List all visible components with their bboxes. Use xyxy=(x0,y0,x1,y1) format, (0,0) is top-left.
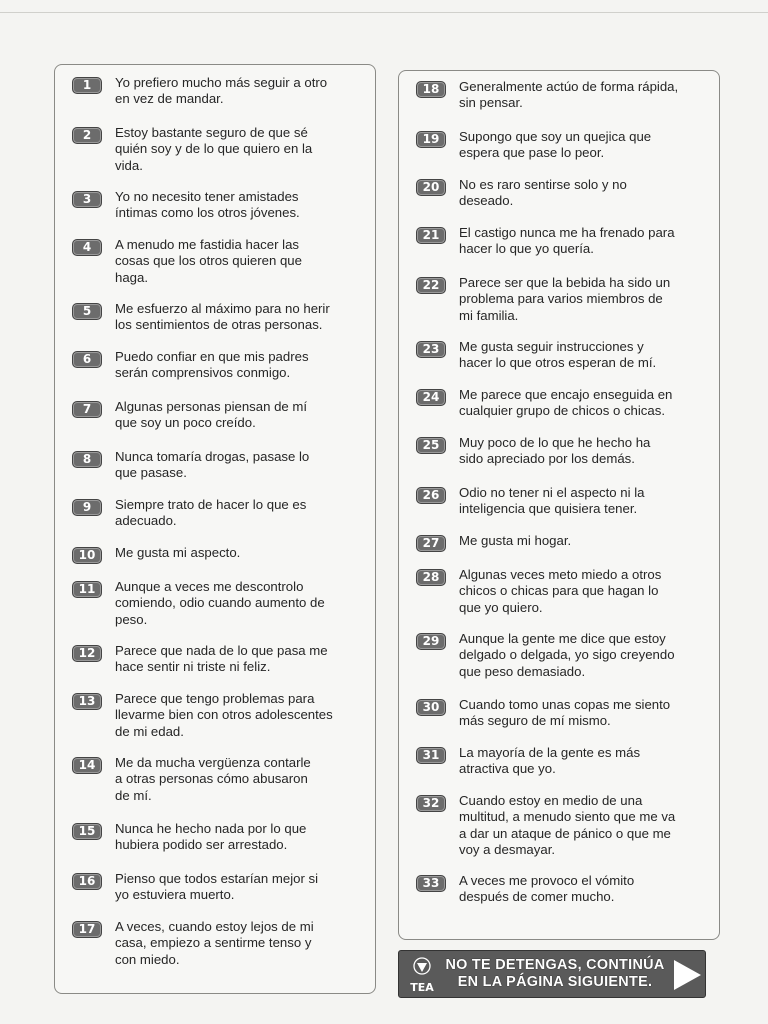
question-text: Parece ser que la bebida ha sido un problema para varios miembros de mi familia. xyxy=(459,275,671,323)
question-number-badge: 19 xyxy=(416,131,446,148)
question-number-badge: 32 xyxy=(416,795,446,812)
question-text: Parece que tengo problemas para llevarme bien con otros adolescentes de mi edad. xyxy=(115,691,333,739)
question-number-badge: 9 xyxy=(72,499,102,516)
question-text: El castigo nunca me ha frenado para hacer lo que yo quería. xyxy=(459,225,675,257)
question-text: Odio no tener ni el aspecto ni la inteligencia que quisiera tener. xyxy=(459,485,645,517)
question-text: Me gusta mi aspecto. xyxy=(115,545,241,560)
question-text: Yo no necesito tener amistades íntimas como los otros jóvenes. xyxy=(115,189,300,221)
question-text: Me esfuerzo al máximo para no herir los sentimientos de otras personas. xyxy=(115,301,330,333)
question-number-badge: 25 xyxy=(416,437,446,454)
question-number-badge: 23 xyxy=(416,341,446,358)
question-text: Muy poco de lo que he hecho ha sido apreciado por los demás. xyxy=(459,435,651,467)
question-text: A menudo me fastidia hacer las cosas que los otros quieren que haga. xyxy=(115,237,302,285)
question-number-badge: 30 xyxy=(416,699,446,716)
question-number-badge: 22 xyxy=(416,277,446,294)
question-text: Estoy bastante seguro de que sé quién soy y de lo que quiero en la vida. xyxy=(115,125,313,173)
question-text: No es raro sentirse solo y no deseado. xyxy=(459,177,627,209)
question-text: Siempre trato de hacer lo que es adecuado. xyxy=(115,497,307,529)
question-text: Me parece que encajo enseguida en cualquier grupo de chicos o chicas. xyxy=(459,387,673,419)
page-top-rule xyxy=(0,12,768,13)
question-number-badge: 10 xyxy=(72,547,102,564)
question-text: Pienso que todos estarían mejor si yo estuviera muerto. xyxy=(115,871,319,903)
question-text: Cuando tomo unas copas me siento más seguro de mí mismo. xyxy=(459,697,671,729)
question-number-badge: 2 xyxy=(72,127,102,144)
question-text: Cuando estoy en medio de una multitud, a menudo siento que me va a dar un ataque de pánico o que me voy a desmayar. xyxy=(459,793,676,858)
question-text: La mayoría de la gente es más atractiva que yo. xyxy=(459,745,641,777)
continue-banner xyxy=(398,950,706,998)
continue-text: NO TE DETENGAS, CONTINÚA EN LA PÁGINA SIGUIENTE. xyxy=(445,957,665,990)
question-number-badge: 12 xyxy=(72,645,102,662)
questions-column-left xyxy=(54,64,376,994)
question-text: Me da mucha vergüenza contarle a otras personas cómo abusaron de mí. xyxy=(115,755,311,803)
question-number-badge: 14 xyxy=(72,757,102,774)
tea-logo-text: TEA xyxy=(410,981,434,994)
question-number-badge: 28 xyxy=(416,569,446,586)
question-number-badge: 29 xyxy=(416,633,446,650)
question-number-badge: 15 xyxy=(72,823,102,840)
tea-logo-icon xyxy=(407,955,437,995)
question-text: A veces me provoco el vómito después de comer mucho. xyxy=(459,873,635,905)
question-number-badge: 7 xyxy=(72,401,102,418)
question-text: Me gusta seguir instrucciones y hacer lo que otros esperan de mí. xyxy=(459,339,657,371)
question-number-badge: 21 xyxy=(416,227,446,244)
question-number-badge: 24 xyxy=(416,389,446,406)
question-number-badge: 6 xyxy=(72,351,102,368)
question-text: Aunque a veces me descontrolo comiendo, odio cuando aumento de peso. xyxy=(115,579,325,627)
question-text: Aunque la gente me dice que estoy delgado o delgada, yo sigo creyendo que peso demasiado. xyxy=(459,631,675,679)
question-number-badge: 16 xyxy=(72,873,102,890)
question-text: Yo prefiero mucho más seguir a otro en vez de mandar. xyxy=(115,75,328,107)
question-number-badge: 17 xyxy=(72,921,102,938)
question-number-badge: 4 xyxy=(72,239,102,256)
question-text: Algunas veces meto miedo a otros chicos o chicas para que hagan lo que yo quiero. xyxy=(459,567,662,615)
question-number-badge: 11 xyxy=(72,581,102,598)
question-number-badge: 20 xyxy=(416,179,446,196)
question-text: Puedo confiar en que mis padres serán comprensivos conmigo. xyxy=(115,349,309,381)
question-number-badge: 5 xyxy=(72,303,102,320)
question-text: Supongo que soy un quejica que espera que pase lo peor. xyxy=(459,129,652,161)
question-number-badge: 33 xyxy=(416,875,446,892)
question-number-badge: 1 xyxy=(72,77,102,94)
question-text: Generalmente actúo de forma rápida, sin pensar. xyxy=(459,79,679,111)
question-text: Parece que nada de lo que pasa me hace sentir ni triste ni feliz. xyxy=(115,643,328,675)
question-number-badge: 8 xyxy=(72,451,102,468)
question-text: A veces, cuando estoy lejos de mi casa, empiezo a sentirme tenso y con miedo. xyxy=(115,919,314,967)
questions-column-right xyxy=(398,70,720,940)
arrow-right-icon xyxy=(671,958,703,992)
question-number-badge: 27 xyxy=(416,535,446,552)
question-number-badge: 18 xyxy=(416,81,446,98)
question-text: Nunca he hecho nada por lo que hubiera podido ser arrestado. xyxy=(115,821,307,853)
question-number-badge: 26 xyxy=(416,487,446,504)
question-number-badge: 3 xyxy=(72,191,102,208)
question-text: Algunas personas piensan de mí que soy un poco creído. xyxy=(115,399,308,431)
question-number-badge: 31 xyxy=(416,747,446,764)
question-text: Me gusta mi hogar. xyxy=(459,533,572,548)
question-text: Nunca tomaría drogas, pasase lo que pasase. xyxy=(115,449,310,481)
question-number-badge: 13 xyxy=(72,693,102,710)
